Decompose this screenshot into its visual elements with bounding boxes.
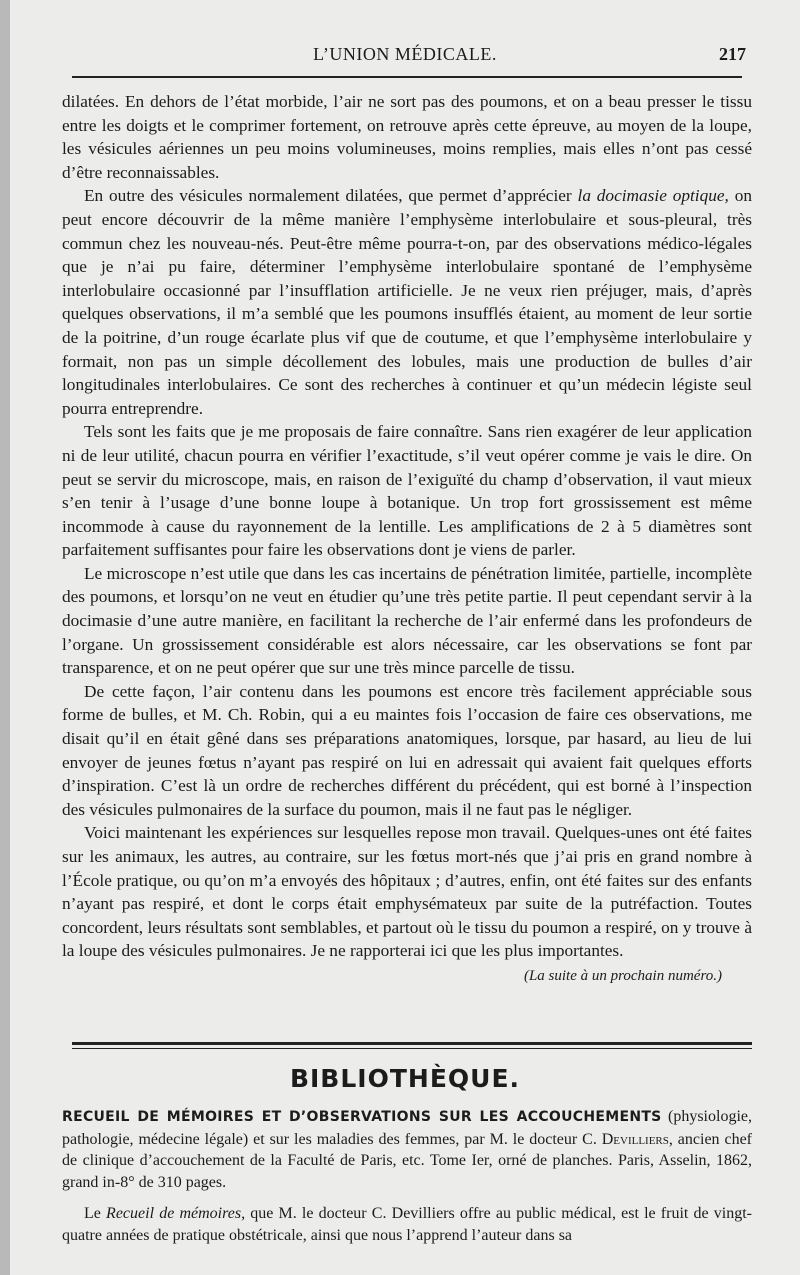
header-rule <box>72 76 742 78</box>
review-intro-prefix: Le <box>84 1205 101 1222</box>
book-page <box>10 0 800 1275</box>
review-subtitle: (physiologie, pathologie, médecine légale) et sur les maladies des femmes, par M. le docteur C. <box>62 1108 752 1148</box>
review-intro-title: Recueil de mémoires, <box>106 1205 246 1222</box>
section-divider <box>72 1042 752 1049</box>
journal-title: L’UNION MÉDICALE. <box>313 44 497 64</box>
section-title: BIBLIOTHÈQUE. <box>289 1064 521 1093</box>
article-body <box>62 90 752 989</box>
review-title: RECUEIL DE MÉMOIRES ET D’OBSERVATIONS SUR LES ACCOUCHEMENTS <box>62 1109 662 1125</box>
paragraph: De cette façon, l’air contenu dans les poumons est encore très facilement appréciable sous forme de bulles, et M. Ch. Robin, qui a eu maintes fois l’occasion de faire ces observations, me disait qu’il en était gêné dans ses préparations anatomiques, lorsque, par hasard, au lieu de lui envoyer de jeunes fœtus n’ayant pas respiré on lui en adressait qui avaient fait quelques efforts d’inspiration. C’est là un ordre de recherches différent du précédent, qui est borné à l’inspection des vésicules pulmonaires de la surface du poumon, mais il ne faut pas le négliger. <box>62 681 752 819</box>
page-number: 217 <box>719 44 746 64</box>
paragraph-text: En outre des vésicules normalement dilatées, que permet d’apprécier <box>84 186 572 206</box>
paragraph: dilatées. En dehors de l’état morbide, l’air ne sort pas des poumons, et on a beau presser le tissu entre les doigts et le comprimer fortement, on retrouve après cette épreuve, au moyen de la loupe, les vésicules aériennes un peu moins volumineuses, moins remplies, mais elles n’ont pas cessé d’être reconnaissables. <box>62 92 752 182</box>
paragraph-text: on peut encore découvrir de la même manière l’emphysème interlobulaire et sous-pleural, très commun chez les nouveau-nés. Peut-être même pourra-t-on, par des observations médico-légales que je n’ai pu faire, déterminer l’emphysème interlobulaire spontané de l’emphysème interlobulaire occasionné par l’insufflation artificielle. Je ne veux rien préjuger, mais, d’après quelques observations, il m’a semblé que les poumons insufflés étaient, au moment de leur sortie de la poitrine, d’un rouge écarlate plus vif que de coutume, et que l’emphysème interlobulaire y formait, non pas un simple décollement des lobules, mais une production de bulles d’air longitudinales interlobulaires. Ce sont des recherches à continuer et qu’un médecin légiste seul pourra entreprendre. <box>62 186 752 418</box>
book-review <box>62 1106 752 1246</box>
continued-note: (La suite à un prochain numéro.) <box>523 967 722 984</box>
review-publication: , ancien chef de clinique d’accouchement de la Faculté de Paris, etc. Tome Ier, orné de planches. Paris, Asselin, 1862, grand in-8° de 310 pages. <box>62 1130 752 1191</box>
running-header <box>60 44 750 70</box>
paragraph: Voici maintenant les expériences sur lesquelles repose mon travail. Quelques-unes ont été faites sur les animaux, les autres, au contraire, sur les fœtus mort-nés que j’ai pris en grand nombre à l’École pratique, ou qu’on m’a envoyés des hôpitaux ; d’autres, enfin, ont été faites sur des enfants n’ayant pas respiré, et dont le corps était emphysémateux par suite de la putréfaction. Toutes concordent, leurs résultats sont semblables, et partout où le tissu du poumon a respiré, on y trouve à la loupe des vésicules pulmonaires. Je ne rapporterai ici que les plus importantes. <box>62 823 752 961</box>
paragraph: Le microscope n’est utile que dans les cas incertains de pénétration limitée, partielle, incomplète des poumons, et lorsqu’on ne veut en étudier qu’une très petite partie. Il peut cependant servir à la docimasie d’une autre manière, en facilitant la recherche de l’air enfermé dans les profondeurs de l’organe. Un grossissement considérable est alors nécessaire, car les observations se font par transparence, et on ne peut opérer que sur une très mince parcelle de tissu. <box>62 563 752 678</box>
paragraph: Tels sont les faits que je me proposais de faire connaître. Sans rien exagérer de leur application ni de leur utilité, chacun pourra en vérifier l’exactitude, s’il veut opérer comme je vais le dire. On peut se servir du microscope, mais, en raison de l’exiguïté du champ d’observation, il vaut mieux s’en tenir à l’usage d’une bonne loupe à botanique. Un trop fort grossissement est même incommode à cause du rayonnement de la lentille. Les amplifications de 2 à 5 diamètres sont parfaitement suffisantes pour faire les observations dont je viens de parler. <box>62 422 752 560</box>
review-author: Devilliers <box>601 1130 669 1148</box>
italic-term: la docimasie optique, <box>577 186 729 206</box>
review-intro <box>62 1203 752 1246</box>
review-heading <box>62 1106 752 1193</box>
review-intro-text: que M. le docteur C. Devilliers offre au public médical, est le fruit de vingt-quatre années de pratique obstétricale, ainsi que nous l’apprend l’auteur dans sa <box>62 1205 752 1244</box>
paragraph <box>62 184 752 420</box>
